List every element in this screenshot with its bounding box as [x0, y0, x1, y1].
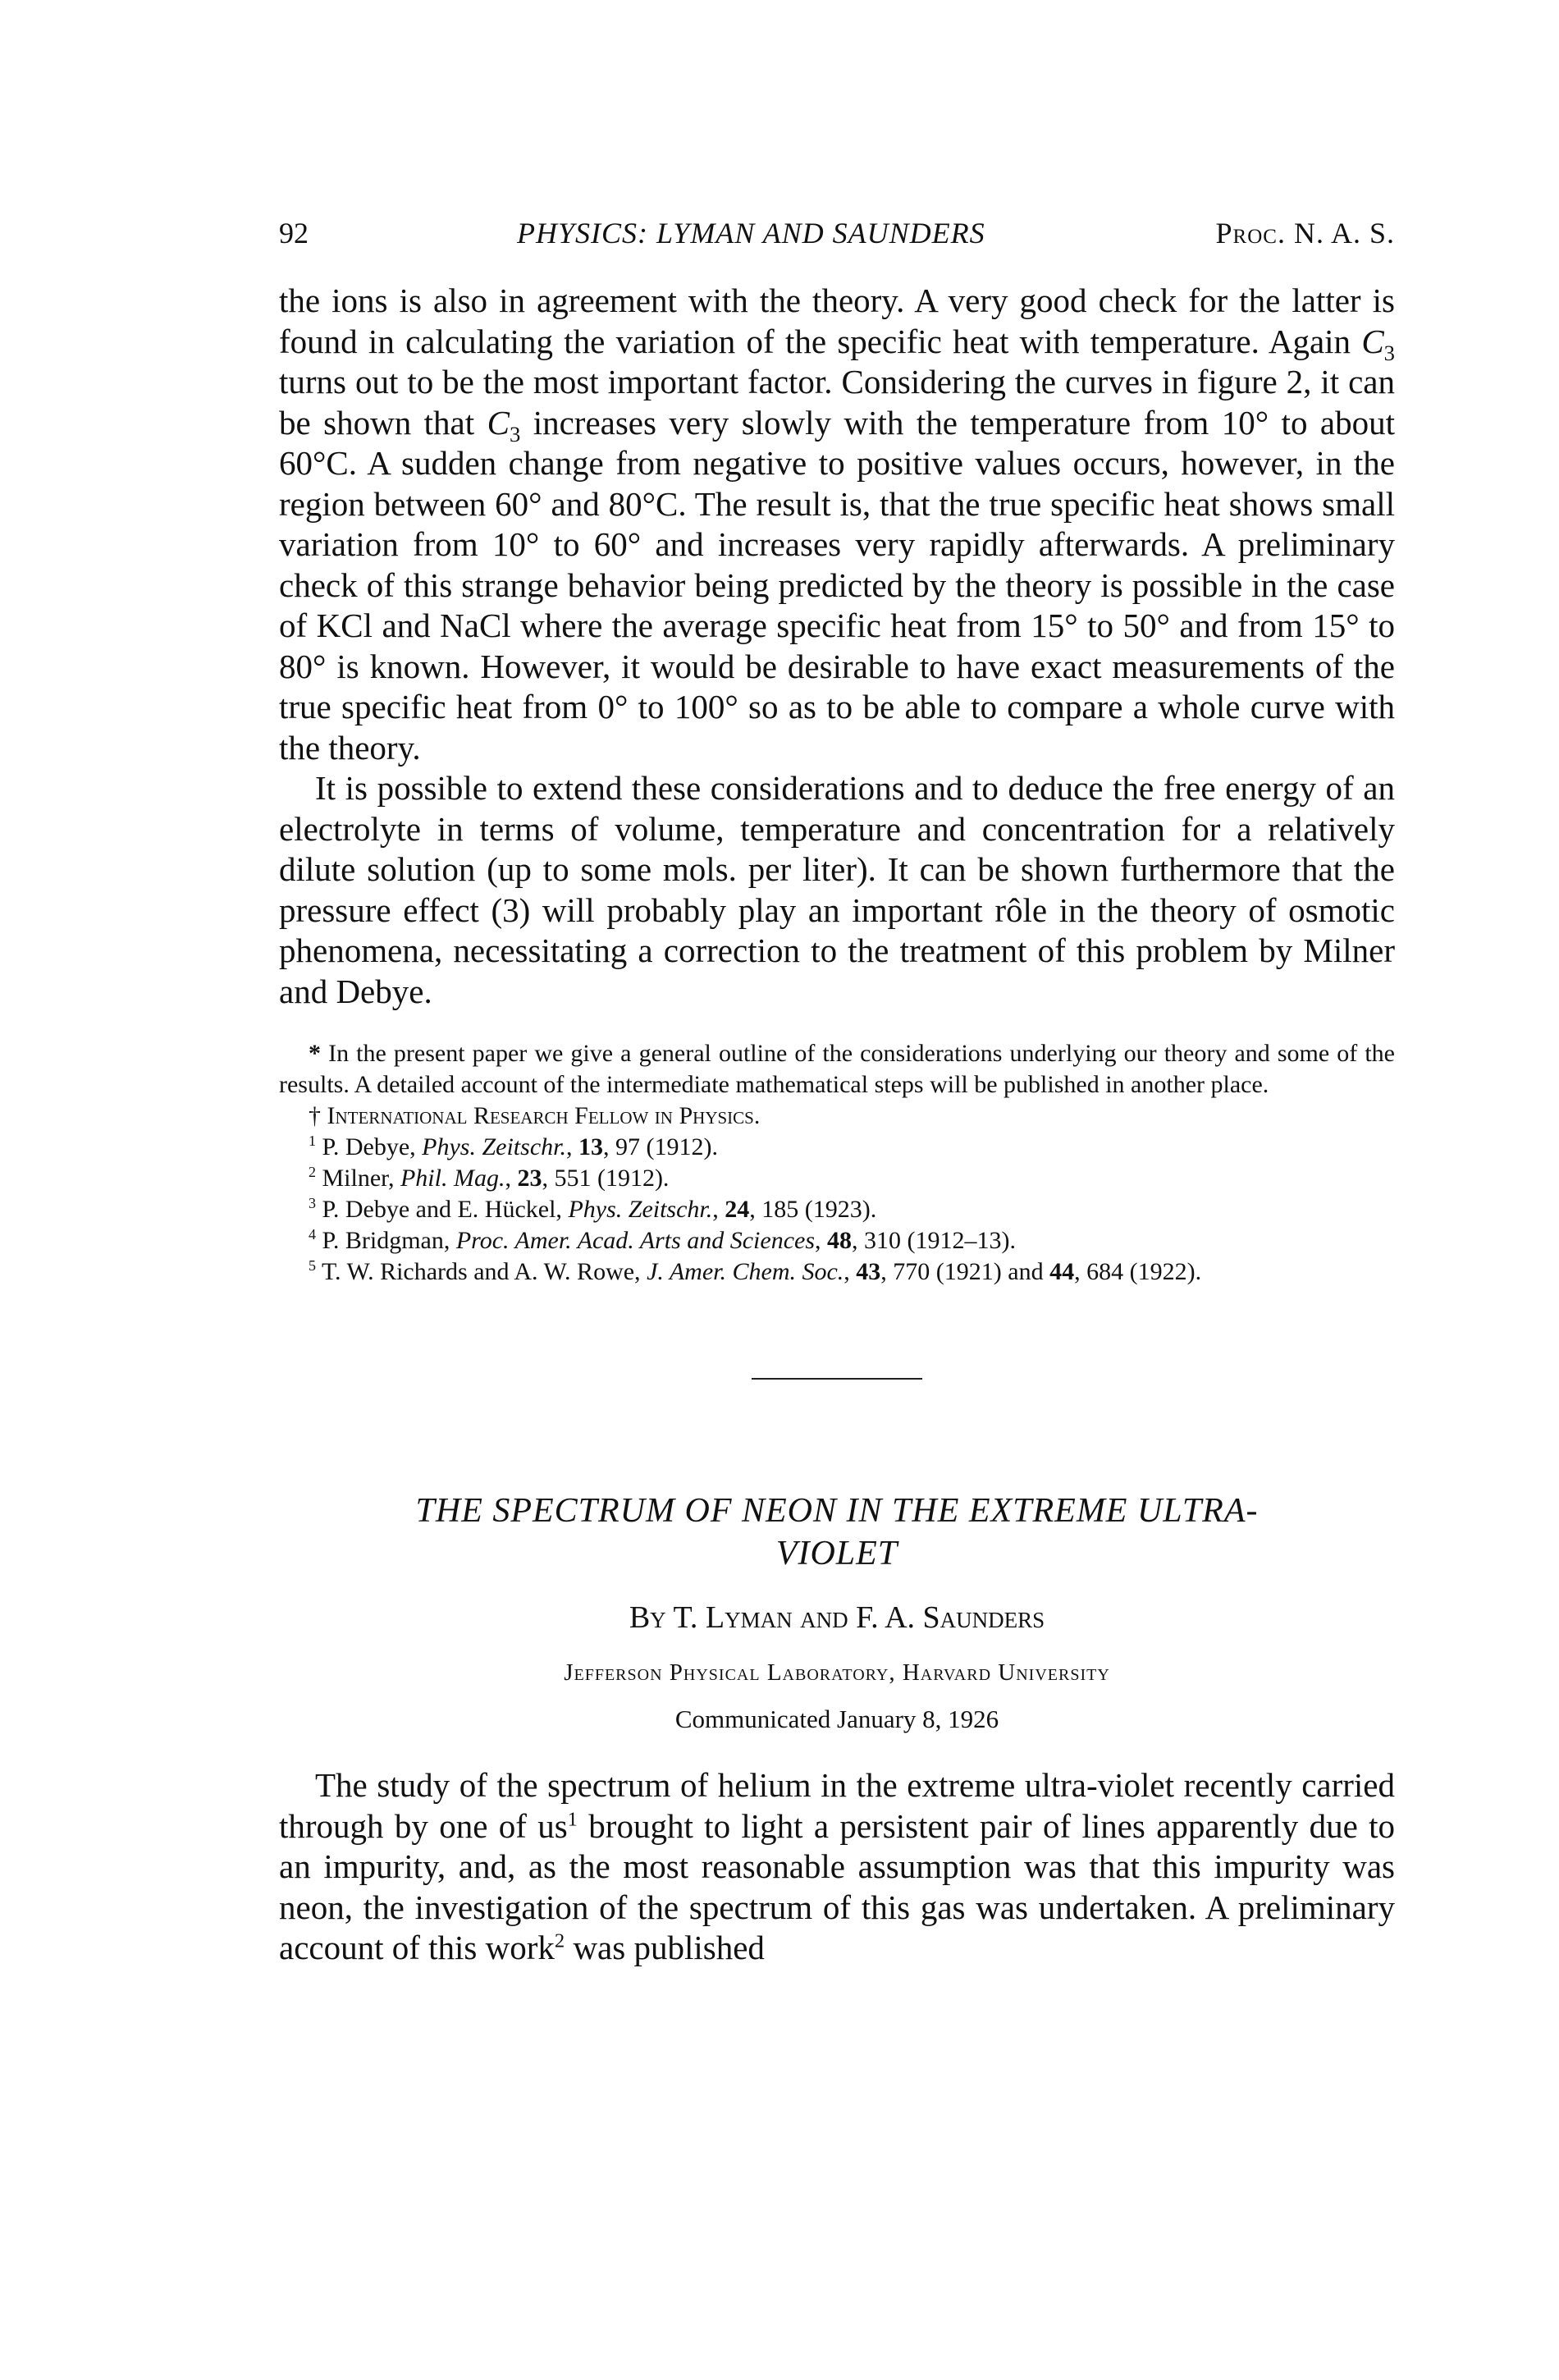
running-header — [279, 213, 1395, 253]
footnote-ref-3: $^3$ P. Debye and E. Hückel, Phys. Zeitschr., 24, 185 (1923). — [309, 1195, 877, 1223]
byline: By T. Lyman and F. A. Saunders — [629, 1600, 1045, 1635]
affiliation: Jefferson Physical Laboratory, Harvard University — [564, 1659, 1110, 1686]
article-title-line-1: THE SPECTRUM OF NEON IN THE EXTREME ULTRA- — [415, 1492, 1259, 1530]
section-divider — [752, 1378, 922, 1380]
article-title-line-2: VIOLET — [775, 1535, 898, 1572]
footnote-ref-4: $^4$ P. Bridgman, Proc. Amer. Acad. Arts and Sciences, 48, 310 (1912–13). — [309, 1226, 1016, 1254]
footnote-ref-1: $^1$ P. Debye, Phys. Zeitschr., 13, 97 (1912). — [309, 1133, 718, 1160]
running-title: PHYSICS: LYMAN AND SAUNDERS — [517, 217, 985, 249]
footnote-star: * In the present paper we give a general outline of the considerations underlying our theory and some of the results. A detailed account of the intermediate mathematical steps will be published in another place. — [279, 1040, 1395, 1098]
paragraph-free-energy: It is possible to extend these considerations and to deduce the free energy of an electrolyte in terms of volume, temperature and concentration for a relatively dilute solution (up to some mols. per liter). It can be shown furthermore that the pressure effect (3) will probably play an important rôle in the theory of osmotic phenomena, necessitating a correction to the treatment of this problem by Milner and Debye. — [279, 769, 1395, 1010]
footnotes — [279, 1038, 1395, 1288]
page-number: 92 — [279, 217, 309, 249]
article-body-text — [279, 1765, 1395, 1969]
paragraph-specific-heat: the ions is also in agreement with the theory. A very good check for the latter is found in calculating the variation of the specific heat with temperature. Again $C_3$ turns out to be the most important factor. Considering the curves in figure 2, it can be shown that $C_3$ increases very slowly with the temperature from 10° to about 60°C. A sudden change from negative to positive values occurs, however, in the region between 60° and 80°C. The result is, that the true specific heat shows small variation from 10° to 60° and increases very rapidly afterwards. A preliminary check of this strange behavior being predicted by the theory is possible in the case of KCl and NaCl where the average specific heat from 15° to 50° and from 15° to 80° is known. However, it would be desirable to have exact measurements of the true specific heat from 0° to 100° so as to be able to compare a whole curve with the theory. — [279, 281, 1395, 767]
footnote-ref-5: $^5$ T. W. Richards and A. W. Rowe, J. Amer. Chem. Soc., 43, 770 (1921) and 44, 684 (1922). — [309, 1257, 1202, 1285]
communicated-date: Communicated January 8, 1926 — [674, 1705, 999, 1733]
journal-abbrev: Proc. N. A. S. — [1215, 217, 1395, 249]
page — [279, 213, 1395, 1969]
footnote-ref-2: $^2$ Milner, Phil. Mag., 23, 551 (1912). — [309, 1164, 670, 1192]
article-title — [279, 1490, 1395, 1575]
paragraph-intro: The study of the spectrum of helium in the extreme ultra-violet recently carried through by one of $us^1$ brought to light a persistent pair of lines apparently due to an impurity, and, as the most reasonable assumption was that this impurity was neon, the investigation of the spectrum of this gas was undertaken. A preliminary account of this work$^2$ was published — [279, 1766, 1395, 1966]
continued-body-text — [279, 281, 1395, 1012]
footnote-dagger: † International Research Fellow in Physics. — [309, 1102, 761, 1129]
